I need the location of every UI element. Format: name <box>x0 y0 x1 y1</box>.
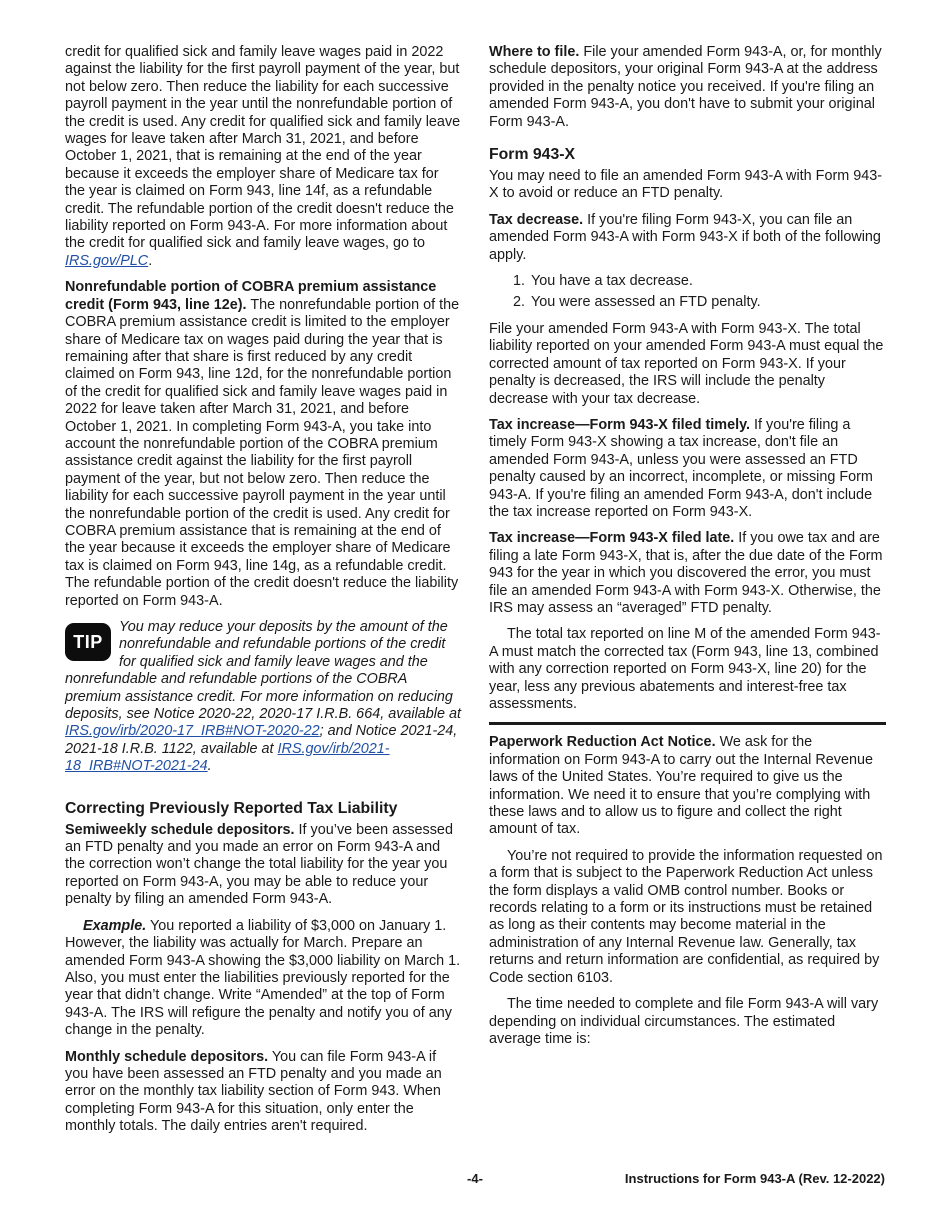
tip-icon: TIP <box>65 623 111 661</box>
example-paragraph: Example. You reported a liability of $3,000 on January 1. However, the liability was actually for March. Prepare an amended Form 943-A showing the $3,000 liability on March 1. Also, you must enter the liabilities previously reported for the year that didn’t change. Write “Amended” at the top of Form 943-A. The IRS will refigure the penalty and notify you of any change in the penalty. <box>65 917 461 1039</box>
example-label: Example. <box>83 917 147 934</box>
increase-timely-heading: Tax increase—Form 943-X filed timely. <box>489 416 750 433</box>
monthly-heading: Monthly schedule depositors. <box>65 1048 269 1065</box>
correcting-heading: Correcting Previously Reported Tax Liability <box>65 799 398 817</box>
tax-decrease-heading: Tax decrease. <box>489 211 584 228</box>
paperwork-heading: Paperwork Reduction Act Notice. <box>489 734 716 751</box>
right-column <box>489 44 886 1057</box>
increase-late-paragraph: Tax increase—Form 943-X filed late. If you owe tax and are filing a late Form 943-X, that is, after the due date of the Form 943 for the year in which you discovered the error, you must file an amended Form 943-A with Form 943-X. Otherwise, the IRS may assess an “averaged” FTD penalty. <box>489 530 883 616</box>
increase-late-heading: Tax increase—Form 943-X filed late. <box>489 530 735 547</box>
where-to-file-paragraph: Where to file. File your amended Form 943-A, or, for monthly schedule depositors, your original Form 943-A at the address provided in the penalty notice you received. If you're filing an amended Form 943-A, you don't have to submit your original Form 943-A. <box>489 44 882 130</box>
notice-2021-24-link[interactable]: IRS.gov/irb/2021-18_IRB#NOT-2021-24 <box>65 740 390 775</box>
page-number: -4- <box>467 1171 483 1186</box>
list-item: 1. You have a tax decrease. <box>529 273 886 290</box>
paperwork-paragraph: Paperwork Reduction Act Notice. We ask for the information on Form 943-A to carry out the Internal Revenue laws of the United States. You’re required to give us the information. We need it to ensure that you’re complying with these laws and to allow us to figure and collect the right amount of tax. <box>489 734 873 838</box>
form-943x-heading: Form 943-X <box>489 146 576 164</box>
time-needed-paragraph: The time needed to complete and file Form 943-A will vary depending on individual circumstances. The estimated average time is: <box>489 996 879 1047</box>
left-column <box>65 44 461 1145</box>
monthly-paragraph: Monthly schedule depositors. You can file Form 943-A if you have been assessed an FTD penalty and you made an error on the monthly tax liability section of Form 943. When completing Form 943-A for this situation, only enter the monthly totals. The daily entries aren't required. <box>65 1048 442 1135</box>
cobra-heading: Nonrefundable portion of COBRA premium assistance credit (Form 943, line 12e). <box>65 279 437 313</box>
section-divider <box>489 722 886 725</box>
document-title: Instructions for Form 943-A (Rev. 12-2022) <box>624 1171 885 1186</box>
list-item: 2. You were assessed an FTD penalty. <box>529 294 886 311</box>
total-tax-paragraph: The total tax reported on line M of the amended Form 943-A must match the corrected tax (Form 943, line 13, combined with any correction reported on Form 943-X, line 20) for the year, less any previous abatements and interest-free tax assessments. <box>489 626 881 712</box>
tax-decrease-list <box>489 273 886 312</box>
where-to-file-heading: Where to file. <box>489 44 580 60</box>
file-amended-paragraph: File your amended Form 943-A with Form 943-X. The total liability reported on your amended Form 943-A must equal the corrected amount of tax reported on Form 943-X. If your penalty is decreased, the IRS will include the penalty decrease with your tax decrease. <box>489 320 884 407</box>
semiweekly-heading: Semiweekly schedule depositors. <box>65 821 295 838</box>
sick-leave-continuation: credit for qualified sick and family leave wages paid in 2022 against the liability for the first payroll payment of the year, but not below zero. Then reduce the liability for each successive payroll payment in the year until the nonrefundable portion of the credit is used. Any credit for qualified sick and family leave wages for leave taken after March 31, 2021, and before October 1, 2021, that is remaining at the end of the year because it exceeds the employer share of Medicare tax for the year is claimed on Form 943, line 14f, as a refundable credit. The refundable portion of the credit doesn't reduce the liability reported on Form 943-A. For more information about the credit for qualified sick and family leave wages, go to IRS.gov/PLC. <box>65 44 461 269</box>
tax-decrease-paragraph: Tax decrease. If you're filing Form 943-X, you can file an amended Form 943-A with Form 943-X if both of the following apply. <box>489 211 881 263</box>
form-943x-paragraph: You may need to file an amended Form 943-A with Form 943-X to avoid or reduce an FTD penalty. <box>489 168 883 202</box>
irs-plc-link[interactable]: IRS.gov/PLC <box>65 252 149 269</box>
tip-box: TIP You may reduce your deposits by the amount of the nonrefundable and refundable portions of the credit for qualified sick and family leave wages and the nonrefundable and refundable portions of the COBRA premium assistance credit. For more information on reducing deposits, see Notice 2020-22, 2020-17 I.R.B. 664, available at IRS.gov/irb/2020-17_IRB#NOT-2020-22; and Notice 2021-24, 2021-18 I.R.B. 1122, available at IRS.gov/irb/2021-18_IRB#NOT-2021-24. <box>65 619 461 775</box>
semiweekly-paragraph: Semiweekly schedule depositors. If you’ve been assessed an FTD penalty and you made an error on Form 943-A and the correction won’t change the total liability for the year you reported on Form 943-A, you may be able to reduce your penalty by filing an amended Form 943-A. <box>65 821 453 908</box>
not-required-paragraph: You’re not required to provide the information requested on a form that is subject to the Paperwork Reduction Act unless the form displays a valid OMB control number. Books or records relating to a form or its instructions must be retained as long as their contents may become material in the administration of any Internal Revenue law. Generally, tax returns and return information are confidential, as required by Code section 6103. <box>489 847 883 986</box>
increase-timely-paragraph: Tax increase—Form 943-X filed timely. If you're filing a timely Form 943-X showing a tax increase, don't file an amended Form 943-A, unless you were assessed an FTD penalty caused by an incorrect, incomplete, or missing Form 943-A. If you're filing an amended Form 943-A, don't include the tax increase reported on Form 943-X. <box>489 416 873 520</box>
cobra-paragraph: Nonrefundable portion of COBRA premium assistance credit (Form 943, line 12e). The nonrefundable portion of the COBRA premium assistance credit is limited to the employer share of Medicare tax on wages paid during the year that is remaining after that share is first reduced by any credit claimed on Form 943, line 12d, for the nonrefundable portion of the credit for qualified sick and family leave wages paid in 2022 for leave taken after March 31, 2021, and before October 1, 2021. In completing Form 943-A, you take into account the nonrefundable portion of the COBRA premium assistance credit against the liability for the first payroll payment of the year, but not below zero. Then reduce the liability for each successive payroll payment in the year until the nonrefundable portion of the credit is used. Any credit for COBRA premium assistance that is remaining at the end of the year because it exceeds the employer share of Medicare tax is claimed on Form 943, line 14g, as a refundable credit. The refundable portion of the credit doesn't reduce the liability reported on Form 943-A. <box>65 279 460 609</box>
notice-2020-22-link[interactable]: IRS.gov/irb/2020-17_IRB#NOT-2020-22 <box>65 723 320 740</box>
